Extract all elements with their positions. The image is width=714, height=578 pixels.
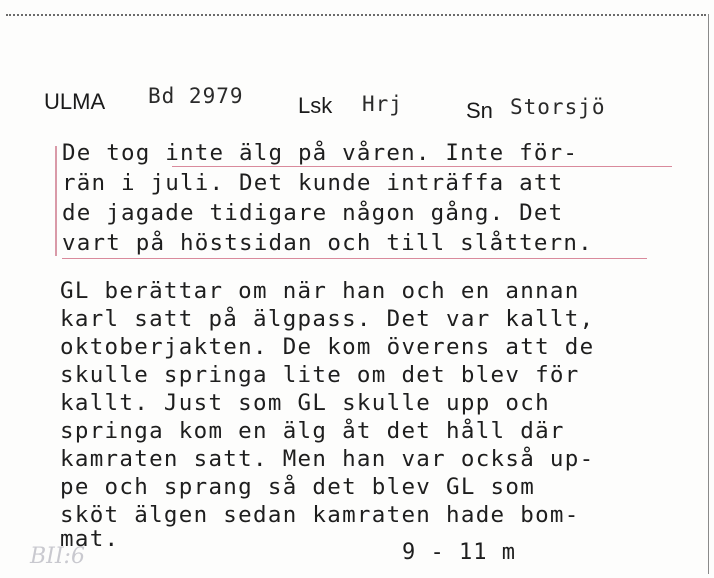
highlight-underline xyxy=(62,258,647,259)
socken-label: Sn xyxy=(466,98,493,123)
pencil-annotation: BII:6 xyxy=(30,544,85,569)
paragraph-line: sköt älgen sedan kamraten hade bom- xyxy=(60,502,580,528)
highlight-underline xyxy=(172,166,672,167)
paragraph-line: skulle springa lite om det blev för xyxy=(60,362,580,388)
landskap-value: Hrj xyxy=(362,92,403,116)
archive-label: ULMA xyxy=(44,89,106,114)
paragraph-line: GL berättar om när han och en annan xyxy=(60,278,580,304)
paragraph-line: rän i juli. Det kunde inträffa att xyxy=(62,170,564,196)
socken-value: Storsjö xyxy=(510,95,606,119)
page-range: 9 - 11 m xyxy=(402,540,516,565)
paragraph-line: springa kom en älg åt det håll där xyxy=(60,418,565,444)
volume-number: Bd 2979 xyxy=(148,84,244,108)
card-header xyxy=(0,0,714,130)
landskap-label: Lsk xyxy=(298,93,333,118)
paragraph-line: oktoberjakten. De kom överens att de xyxy=(60,334,595,360)
highlight-margin-line xyxy=(55,146,57,256)
paragraph-line: kamraten satt. Men han var också up- xyxy=(60,446,595,472)
paragraph-line: pe och sprang så det blev GL som xyxy=(60,474,536,500)
paragraph-line: karl satt på älgpass. Det var kallt, xyxy=(60,306,595,332)
paragraph-line: vart på höstsidan och till slåttern. xyxy=(62,230,593,256)
paragraph-line: de jagade tidigare någon gång. Det xyxy=(62,200,564,226)
paragraph-line: kallt. Just som GL skulle upp och xyxy=(60,390,550,416)
paragraph-line: De tog inte älg på våren. Inte för- xyxy=(62,140,579,166)
paragraph-line: mat. xyxy=(60,526,120,552)
